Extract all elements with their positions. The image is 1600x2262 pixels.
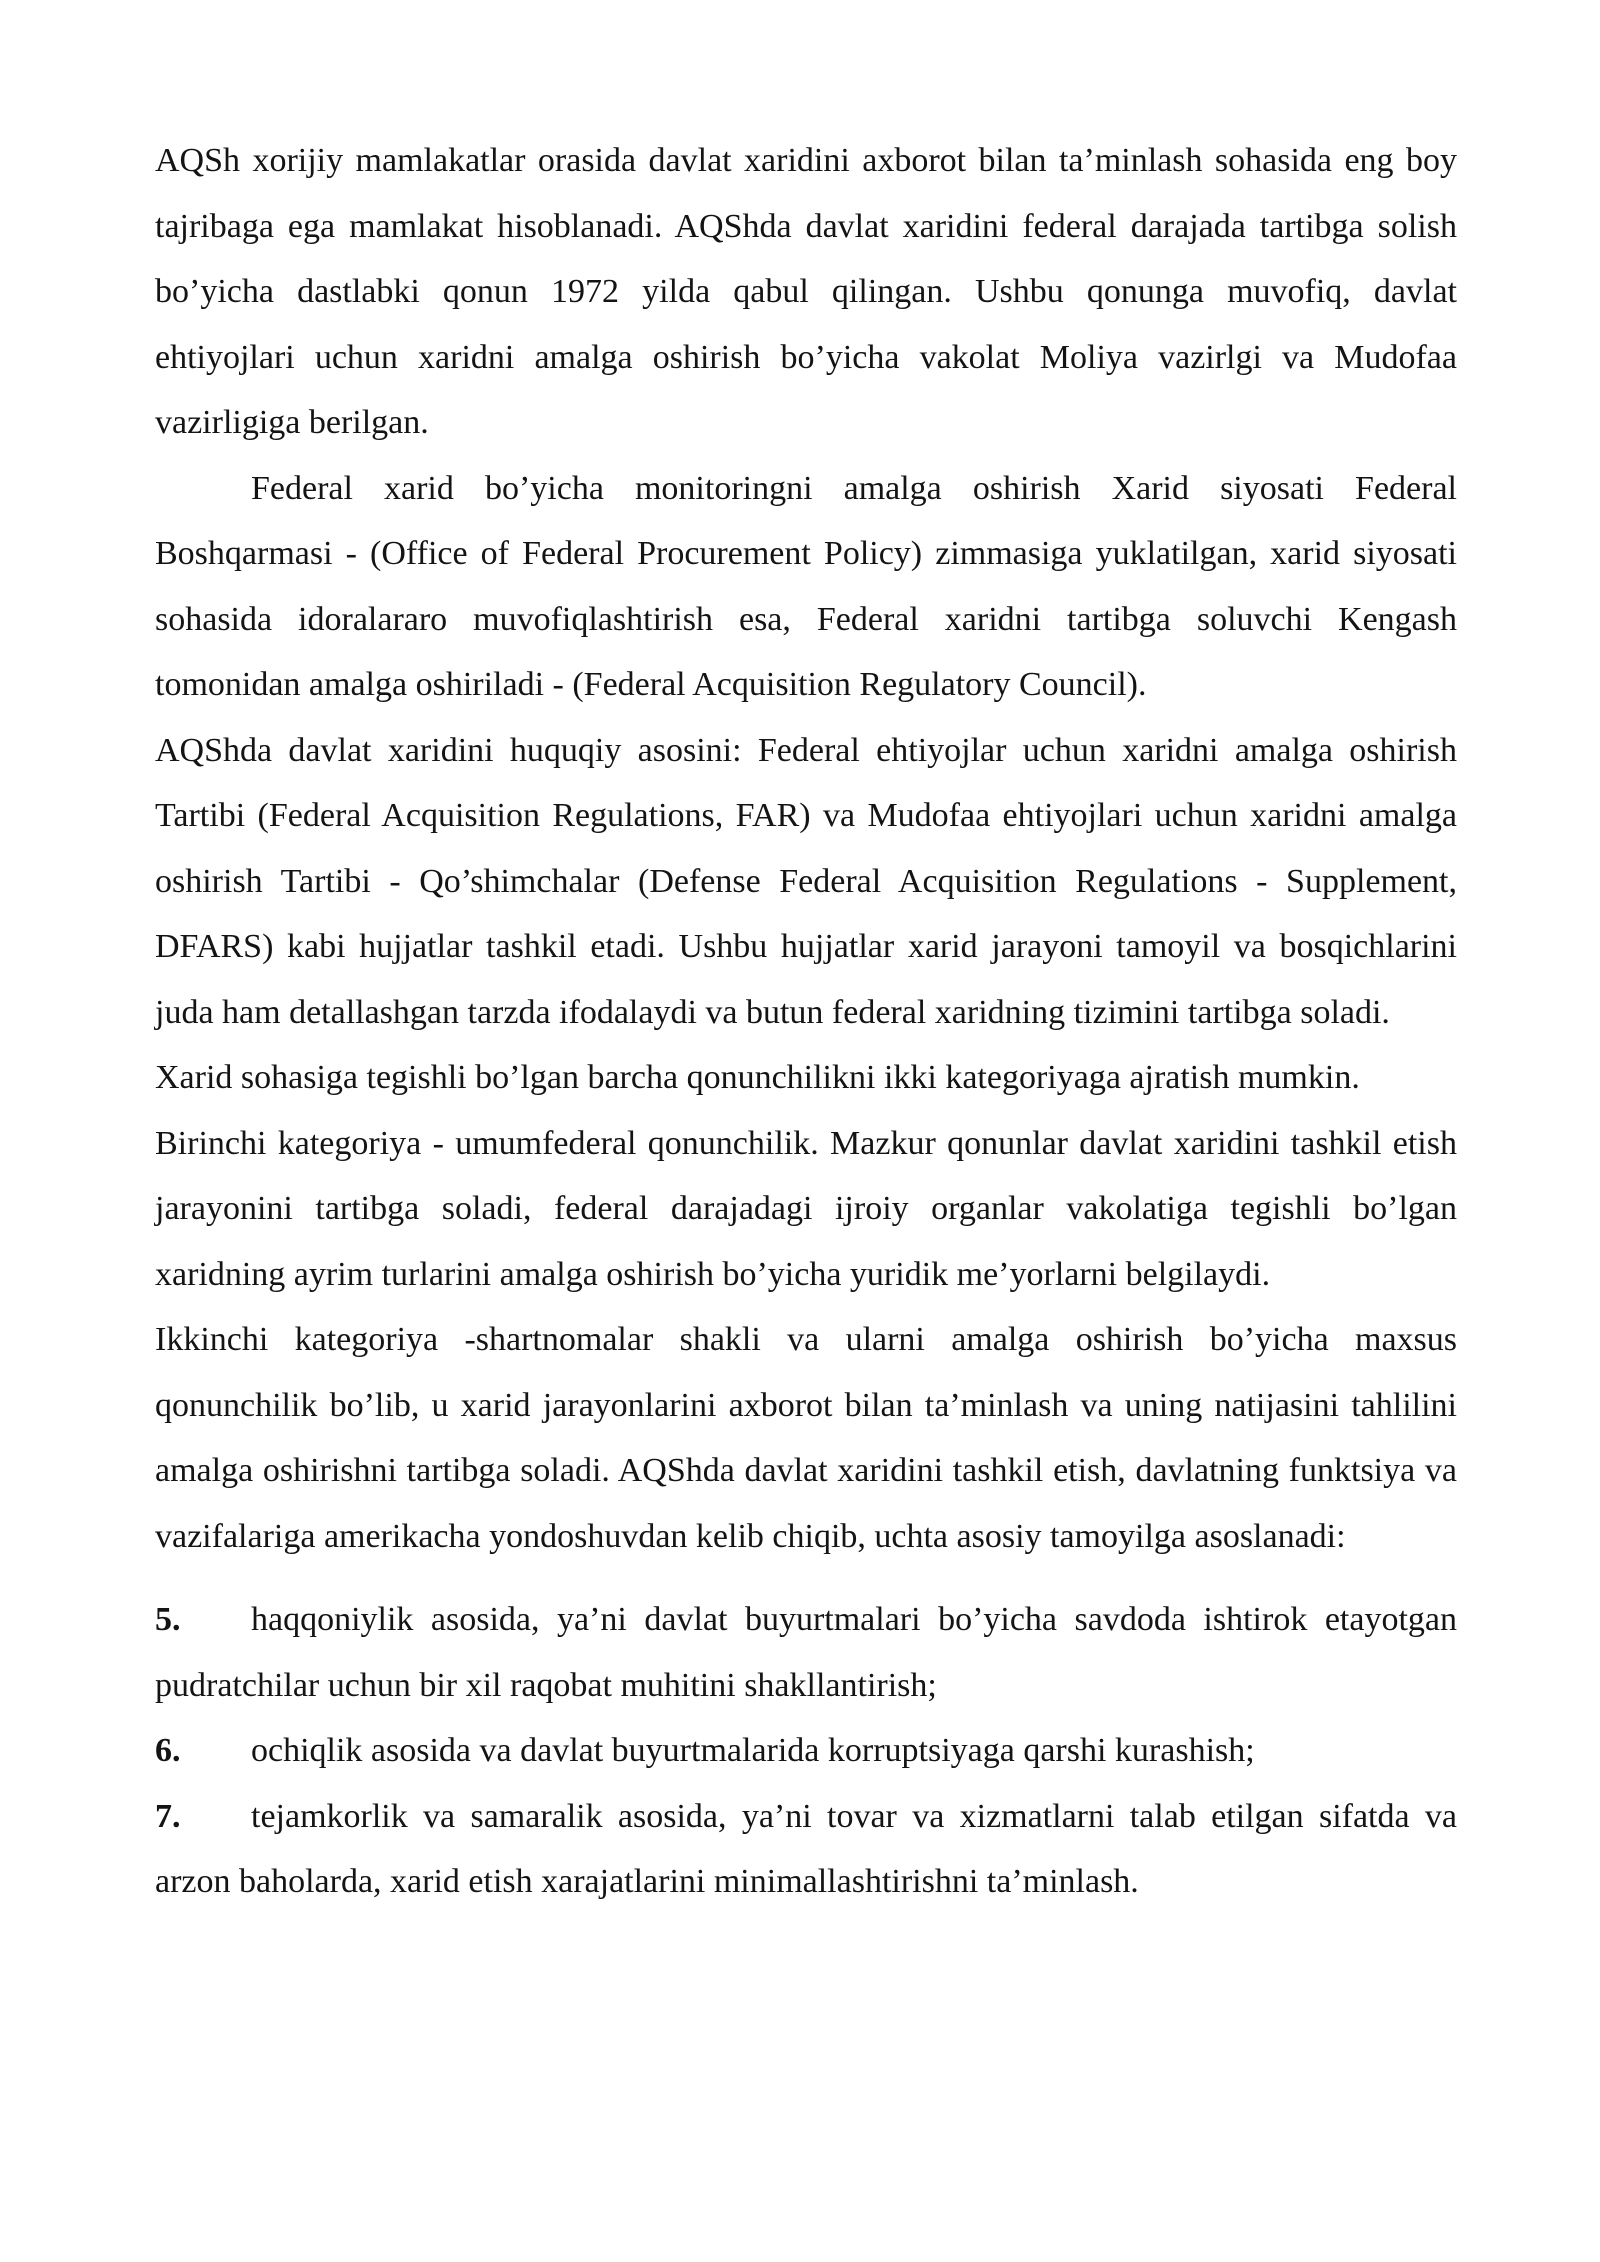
list-item-text: ochiqlik asosida va davlat buyurtmalarida korruptsiyaga qarshi kurashish;	[251, 1732, 1255, 1769]
document-page	[155, 128, 1457, 1915]
paragraph-legal-basis: AQShda davlat xaridini huquqiy asosini: Federal ehtiyojlar uchun xaridni amalga oshirish Tartibi (Federal Acquisition Regulations, FAR) va Mudofaa ehtiyojlari uchun xaridni amalga oshirish Tartibi - Qo’shimchalar (Defense Federal Acquisition Regulations - Supplement, DFARS) kabi hujjatlar tashkil etadi. Ushbu hujjatlar xarid jarayoni tamoyil va bosqichlarini juda ham detallashgan tarzda ifodalaydi va butun federal xaridning tizimini tartibga soladi.	[155, 731, 1457, 1031]
list-item-number: 7.	[155, 1797, 181, 1835]
list-item	[155, 1784, 1457, 1915]
list-item-text: tejamkorlik va samaralik asosida, ya’ni tovar va xizmatlarni talab etilgan sifatda va arzon baholarda, xarid etish xarajatlarini minimallashtirishni ta’minlash.	[155, 1797, 1457, 1900]
list-item	[155, 1718, 1457, 1784]
principles-list	[155, 1587, 1457, 1915]
paragraph-first-category: Birinchi kategoriya - umumfederal qonunchilik. Mazkur qonunlar davlat xaridini tashkil etish jarayonini tartibga soladi, federal darajadagi ijroiy organlar vakolatiga tegishli bo’lgan xaridning ayrim turlarini amalga oshirish bo’yicha yuridik me’yorlarni belgilaydi.	[155, 1124, 1457, 1293]
paragraph-second-category: Ikkinchi kategoriya -shartnomalar shakli va ularni amalga oshirish bo’yicha maxsus qonunchilik bo’lib, u xarid jarayonlarini axborot bilan ta’minlash va uning natijasini tahlilini amalga oshirishni tartibga soladi. AQShda davlat xaridini tashkil etish, davlatning funktsiya va vazifalariga amerikacha yondoshuvdan kelib chiqib, uchta asosiy tamoyilga asoslanadi:	[155, 1321, 1457, 1555]
list-item-number: 5.	[155, 1601, 181, 1638]
list-item-number: 6.	[155, 1732, 181, 1769]
paragraph-two-categories: Xarid sohasiga tegishli bo’lgan barcha qonunchilikni ikki kategoriyaga ajratish mumkin.	[155, 1059, 1360, 1096]
list-item-text: haqqoniylik asosida, ya’ni davlat buyurtmalari bo’yicha savdoda ishtirok etayotgan pudratchilar uchun bir xil raqobat muhitini shakllantirish;	[155, 1601, 1457, 1704]
paragraph-us-procurement-intro: AQSh xorijiy mamlakatlar orasida davlat xaridini axborot bilan ta’minlash sohasida eng boy tajribaga ega mamlakat hisoblanadi. AQShda davlat xaridini federal darajada tartibga solish bo’yicha dastlabki qonun 1972 yilda qabul qilingan. Ushbu qonunga muvofiq, davlat ehtiyojlari uchun xaridni amalga oshirish bo’yicha vakolat Moliya vazirlgi va Mudofaa vazirligiga berilgan.	[155, 142, 1457, 441]
paragraph-federal-monitoring: Federal xarid bo’yicha monitoringni amalga oshirish Xarid siyosati Federal Boshqarmasi - (Office of Federal Procurement Policy) zimmasiga yuklatilgan, xarid siyosati sohasida idoralararo muvofiqlashtirish esa, Federal xaridni tartibga soluvchi Kengash tomonidan amalga oshiriladi - (Federal Acquisition Regulatory Council).	[155, 469, 1457, 703]
list-item	[155, 1587, 1457, 1718]
